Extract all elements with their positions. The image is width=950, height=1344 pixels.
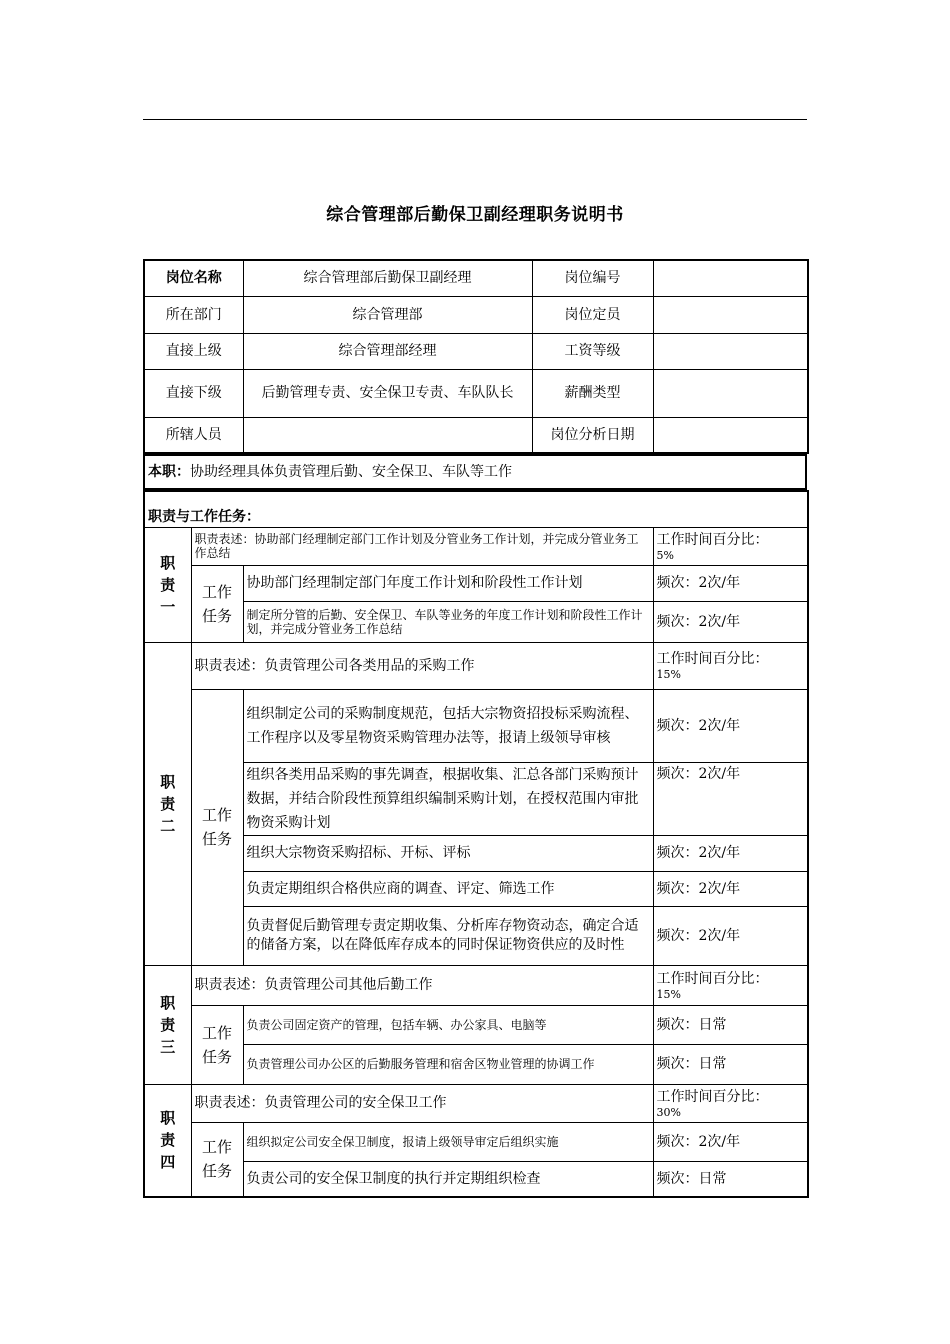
duties-table <box>143 490 809 1198</box>
duty-4-percent <box>653 1084 808 1122</box>
duty-4-statement: 职责表述：负责管理公司的安全保卫工作 <box>191 1084 653 1122</box>
summary-label: 本职： <box>148 464 190 480</box>
salary-grade-label: 工资等级 <box>532 333 653 369</box>
pct-value: 30% <box>656 1105 681 1119</box>
pct-value: 15% <box>656 668 681 681</box>
position-no-label: 岗位编号 <box>532 260 653 296</box>
duty-3-task-2: 负责管理公司办公区的后勤服务管理和宿舍区物业管理的协调工作 <box>243 1044 653 1084</box>
duty-2-task-4-freq: 频次：2次/年 <box>653 871 808 906</box>
duty-3-task-1-freq: 频次：日常 <box>653 1005 808 1044</box>
pct-label: 工作时间百分比： <box>656 531 769 548</box>
duty-2-percent <box>653 642 808 689</box>
analysis-date-value <box>653 417 808 453</box>
duties-heading: 职责与工作任务： <box>144 491 808 527</box>
position-name-label: 岗位名称 <box>144 260 243 296</box>
summary-row <box>144 455 806 489</box>
position-no-value <box>653 260 808 296</box>
duty-1-label: 职责一 <box>144 527 191 642</box>
duty-3-task-1: 负责公司固定资产的管理，包括车辆、办公家具、电脑等 <box>243 1005 653 1044</box>
pct-value: 5% <box>656 548 674 562</box>
superior-label: 直接上级 <box>144 333 243 369</box>
department-label: 所在部门 <box>144 296 243 333</box>
duty-2-task-5: 负责督促后勤管理专责定期收集、分析库存物资动态，确定合适的储备方案，以在降低库存成本的同时保证物资供应的及时性 <box>243 906 653 965</box>
department-value: 综合管理部 <box>243 296 532 333</box>
headcount-value <box>653 296 808 333</box>
duty-3-percent <box>653 965 808 1005</box>
duty-2-task-3: 组织大宗物资采购招标、开标、评标 <box>243 835 653 871</box>
duty-3-statement: 职责表述：负责管理公司其他后勤工作 <box>191 965 653 1005</box>
header-rule <box>143 119 807 120</box>
duty-2-task-3-freq: 频次：2次/年 <box>653 835 808 871</box>
analysis-date-label: 岗位分析日期 <box>532 417 653 453</box>
pct-label: 工作时间百分比： <box>656 970 769 987</box>
duty-1-percent <box>653 527 808 565</box>
duty-2-task-4: 负责定期组织合格供应商的调查、评定、筛选工作 <box>243 871 653 906</box>
duty-3-label: 职责三 <box>144 965 191 1084</box>
duty-4-task-1: 组织拟定公司安全保卫制度，报请上级领导审定后组织实施 <box>243 1122 653 1161</box>
duty-2-task-5-freq: 频次：2次/年 <box>653 906 808 965</box>
duty-1-task-2-freq: 频次：2次/年 <box>653 601 808 642</box>
work-task-label: 工作任务 <box>191 1005 243 1084</box>
duty-2-label: 职责二 <box>144 642 191 965</box>
duty-1-task-1-freq: 频次：2次/年 <box>653 565 808 601</box>
duty-3-task-2-freq: 频次：日常 <box>653 1044 808 1084</box>
summary-text: 协助经理具体负责管理后勤、安全保卫、车队等工作 <box>190 464 512 480</box>
superior-value: 综合管理部经理 <box>243 333 532 369</box>
duty-1-statement: 职责表述：协助部门经理制定部门工作计划及分管业务工作计划，并完成分管业务工作总结 <box>191 527 653 565</box>
duty-2-task-2-freq: 频次：2次/年 <box>653 762 808 835</box>
duty-4-label: 职责四 <box>144 1084 191 1197</box>
subordinate-label: 直接下级 <box>144 369 243 417</box>
duty-2-task-2: 组织各类用品采购的事先调查，根据收集、汇总各部门采购预计数据，并结合阶段性预算组织编制采购计划，在授权范围内审批物资采购计划 <box>243 762 653 835</box>
work-task-label: 工作任务 <box>191 689 243 965</box>
duty-2-statement: 职责表述：负责管理公司各类用品的采购工作 <box>191 642 653 689</box>
managed-label: 所辖人员 <box>144 417 243 453</box>
pay-type-value <box>653 369 808 417</box>
duty-4-task-2: 负责公司的安全保卫制度的执行并定期组织检查 <box>243 1161 653 1197</box>
pct-label: 工作时间百分比： <box>656 651 769 667</box>
position-info-table <box>143 259 809 454</box>
headcount-label: 岗位定员 <box>532 296 653 333</box>
duty-4-task-1-freq: 频次：2次/年 <box>653 1122 808 1161</box>
duty-4-task-2-freq: 频次：日常 <box>653 1161 808 1197</box>
managed-value <box>243 417 532 453</box>
position-name-value: 综合管理部后勤保卫副经理 <box>243 260 532 296</box>
subordinate-value: 后勤管理专责、安全保卫专责、车队队长 <box>243 369 532 417</box>
salary-grade-value <box>653 333 808 369</box>
pay-type-label: 薪酬类型 <box>532 369 653 417</box>
duty-2-task-1-freq: 频次：2次/年 <box>653 689 808 762</box>
duty-1-task-1: 协助部门经理制定部门年度工作计划和阶段性工作计划 <box>243 565 653 601</box>
document-title: 综合管理部后勤保卫副经理职务说明书 <box>326 205 624 225</box>
duty-2-task-1: 组织制定公司的采购制度规范，包括大宗物资招投标采购流程、工作程序以及零星物资采购管理办法等，报请上级领导审核 <box>243 689 653 762</box>
work-task-label: 工作任务 <box>191 565 243 642</box>
duty-1-task-2: 制定所分管的后勤、安全保卫、车队等业务的年度工作计划和阶段性工作计划，并完成分管业务工作总结 <box>243 601 653 642</box>
work-task-label: 工作任务 <box>191 1122 243 1197</box>
summary-table <box>143 454 807 490</box>
pct-value: 15% <box>656 987 681 1001</box>
pct-label: 工作时间百分比： <box>656 1088 769 1105</box>
